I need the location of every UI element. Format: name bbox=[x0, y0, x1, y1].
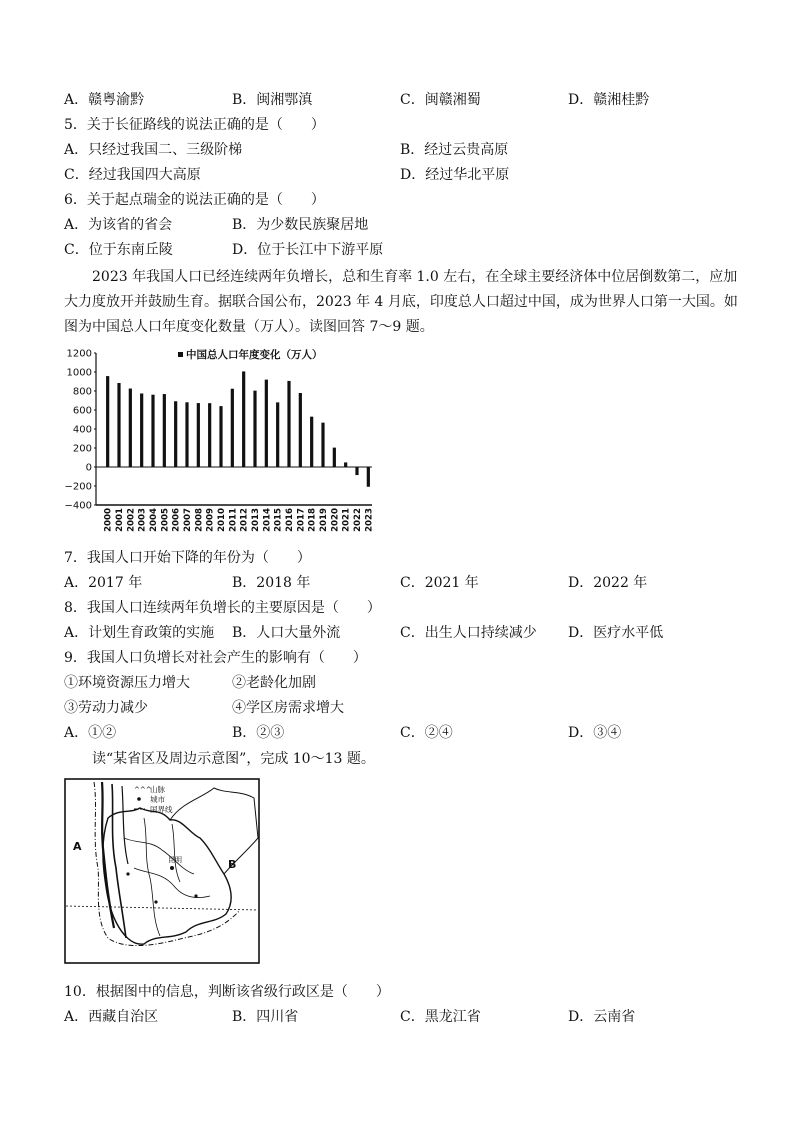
passage-population: 2023 年我国人口已经连续两年负增长，总和生育率 1.0 左右，在全球主要经济体中位居倒数第二，应加大力度放开并鼓励生育。据联合国公布，2023 年 4 月底，印度总人口超过中国，成为世界人口第一大国。如图为中国总人口年度变化数量（万人）。读图回答 7～9 题。 bbox=[64, 269, 738, 335]
q9-option-b: B．②③ bbox=[232, 725, 285, 741]
x-tick-label: 2001 bbox=[115, 508, 125, 532]
bar-2020 bbox=[333, 448, 336, 467]
q4-option-b: B．闽湘鄂滇 bbox=[232, 92, 313, 108]
bar-2017 bbox=[299, 393, 302, 467]
map-label-a: A bbox=[73, 840, 82, 853]
q4-option-a: A．赣粤渝黔 bbox=[64, 92, 145, 108]
q7-option-c: C．2021 年 bbox=[400, 575, 479, 591]
bar-2009 bbox=[208, 403, 211, 467]
y-tick-label: 1000 bbox=[66, 367, 92, 379]
q7-option-b: B．2018 年 bbox=[232, 575, 311, 591]
x-tick-label: 2022 bbox=[353, 508, 363, 532]
q5-option-b: B．经过云贵高原 bbox=[400, 142, 509, 158]
bar-2006 bbox=[174, 401, 177, 467]
x-tick-label: 2010 bbox=[217, 508, 227, 532]
bar-2001 bbox=[117, 383, 120, 467]
q10-option-d: D．云南省 bbox=[568, 1009, 636, 1025]
q9-item-4: ④学区房需求增大 bbox=[232, 700, 344, 716]
q6-option-b: B．为少数民族聚居地 bbox=[232, 217, 369, 233]
q9-option-a: A．①② bbox=[64, 725, 117, 741]
chart-legend: 中国总人口年度变化（万人） bbox=[186, 349, 323, 361]
legend-mountain-label: 山脉 bbox=[150, 785, 165, 794]
q9-item-1: ①环境资源压力增大 bbox=[64, 675, 190, 691]
bar-2005 bbox=[163, 394, 166, 467]
q10-option-b: B．四川省 bbox=[232, 1009, 299, 1025]
y-tick-label: 600 bbox=[72, 405, 92, 417]
q5-option-d: D．经过华北平原 bbox=[400, 167, 510, 183]
q10-option-a: A．西藏自治区 bbox=[64, 1009, 159, 1025]
bar-2010 bbox=[219, 406, 222, 467]
x-tick-label: 2005 bbox=[160, 508, 171, 532]
x-tick-label: 2007 bbox=[183, 508, 193, 532]
legend-city-dot bbox=[137, 797, 141, 801]
q7-stem: 7．我国人口开始下降的年份为（ ） bbox=[64, 550, 311, 566]
bar-2019 bbox=[321, 423, 324, 467]
x-tick-label: 2006 bbox=[171, 508, 182, 532]
q10-option-c: C．黑龙江省 bbox=[400, 1009, 481, 1025]
y-tick-label: 200 bbox=[72, 443, 92, 455]
bar-2011 bbox=[231, 389, 234, 467]
y-tick-label: 400 bbox=[72, 424, 92, 436]
x-tick-label: 2019 bbox=[319, 508, 329, 532]
q10-stem: 10．根据图中的信息，判断该省级行政区是（ ） bbox=[64, 984, 390, 1000]
x-tick-label: 2018 bbox=[307, 508, 318, 532]
q9-option-d: D．③④ bbox=[568, 725, 622, 741]
city-dot-capital bbox=[170, 866, 174, 870]
q6-option-c: C．位于东南丘陵 bbox=[64, 242, 173, 258]
q4-option-d: D．赣湘桂黔 bbox=[568, 92, 650, 108]
bar-2023 bbox=[367, 467, 370, 487]
q5-option-c: C．经过我国四大高原 bbox=[64, 167, 201, 183]
x-tick-label: 2002 bbox=[126, 508, 137, 532]
x-tick-label: 2015 bbox=[273, 508, 284, 532]
q8-option-a: A．计划生育政策的实施 bbox=[64, 625, 215, 641]
q9-stem: 9．我国人口负增长对社会产生的影响有（ ） bbox=[64, 650, 367, 666]
province-map bbox=[64, 778, 260, 964]
y-tick-label: 1200 bbox=[66, 348, 92, 360]
y-tick-label: −200 bbox=[64, 481, 92, 493]
x-tick-label: 2017 bbox=[296, 508, 307, 532]
x-tick-label: 2014 bbox=[262, 508, 273, 532]
q4-option-c: C．闽赣湘蜀 bbox=[400, 92, 481, 108]
q7-option-d: D．2022 年 bbox=[568, 575, 648, 591]
city-dot-east bbox=[194, 894, 197, 897]
population-change-chart bbox=[60, 340, 380, 536]
x-tick-label: 2012 bbox=[239, 508, 250, 532]
x-tick-label: 2003 bbox=[137, 508, 148, 532]
bar-2021 bbox=[344, 462, 347, 467]
bar-2004 bbox=[151, 395, 154, 467]
q6-option-a: A．为该省的省会 bbox=[64, 217, 173, 233]
bar-2008 bbox=[197, 403, 200, 467]
q8-option-c: C．出生人口持续减少 bbox=[400, 625, 537, 641]
legend-border-label: 国界线 bbox=[150, 805, 173, 814]
y-tick-label: 800 bbox=[72, 386, 92, 398]
city-dot-west bbox=[126, 872, 129, 875]
bar-2002 bbox=[129, 389, 132, 467]
q9-item-3: ③劳动力减少 bbox=[64, 700, 148, 716]
x-tick-label: 2023 bbox=[364, 508, 375, 532]
x-tick-label: 2016 bbox=[285, 508, 295, 532]
q9-option-c: C．②④ bbox=[400, 725, 453, 741]
bar-2007 bbox=[185, 402, 188, 467]
q6-stem: 6．关于起点瑞金的说法正确的是（ ） bbox=[64, 192, 325, 208]
x-tick-label: 2020 bbox=[330, 508, 341, 532]
bar-2016 bbox=[287, 381, 290, 467]
bar-2000 bbox=[106, 376, 109, 467]
q7-option-a: A．2017 年 bbox=[64, 575, 143, 591]
x-tick-label: 2008 bbox=[194, 508, 205, 532]
bar-2012 bbox=[242, 371, 245, 467]
y-tick-label: 0 bbox=[85, 462, 92, 474]
y-tick-label: −400 bbox=[64, 500, 92, 512]
x-tick-label: 2000 bbox=[103, 508, 114, 532]
legend-mountain-symbol: ^^^ bbox=[134, 786, 152, 794]
q8-option-d: D．医疗水平低 bbox=[568, 625, 664, 641]
bar-2014 bbox=[265, 380, 268, 467]
passage-map-intro: 读“某省区及周边示意图”，完成 10～13 题。 bbox=[92, 751, 375, 767]
map-label-b: B bbox=[228, 858, 237, 871]
q8-stem: 8．我国人口连续两年负增长的主要原因是（ ） bbox=[64, 600, 381, 616]
city-dot-south bbox=[154, 900, 157, 903]
x-tick-label: 2021 bbox=[341, 508, 352, 532]
bar-2013 bbox=[253, 391, 256, 467]
bar-2018 bbox=[310, 417, 313, 467]
x-tick-label: 2013 bbox=[251, 508, 261, 532]
legend-swatch bbox=[178, 352, 183, 357]
x-tick-label: 2004 bbox=[149, 508, 159, 532]
map-label-city: 昆明 bbox=[168, 856, 182, 864]
bar-2022 bbox=[355, 467, 358, 475]
q6-option-d: D．位于长江中下游平原 bbox=[232, 242, 384, 258]
x-tick-label: 2011 bbox=[228, 508, 239, 532]
q9-item-2: ②老龄化加剧 bbox=[232, 675, 316, 691]
x-tick-label: 2009 bbox=[205, 508, 216, 532]
legend-city-label: 城市 bbox=[150, 795, 165, 804]
q5-stem: 5．关于长征路线的说法正确的是（ ） bbox=[64, 117, 325, 133]
q5-option-a: A．只经过我国二、三级阶梯 bbox=[64, 142, 243, 158]
q8-option-b: B．人口大量外流 bbox=[232, 625, 341, 641]
bar-2015 bbox=[276, 402, 279, 467]
bar-2003 bbox=[140, 393, 143, 467]
